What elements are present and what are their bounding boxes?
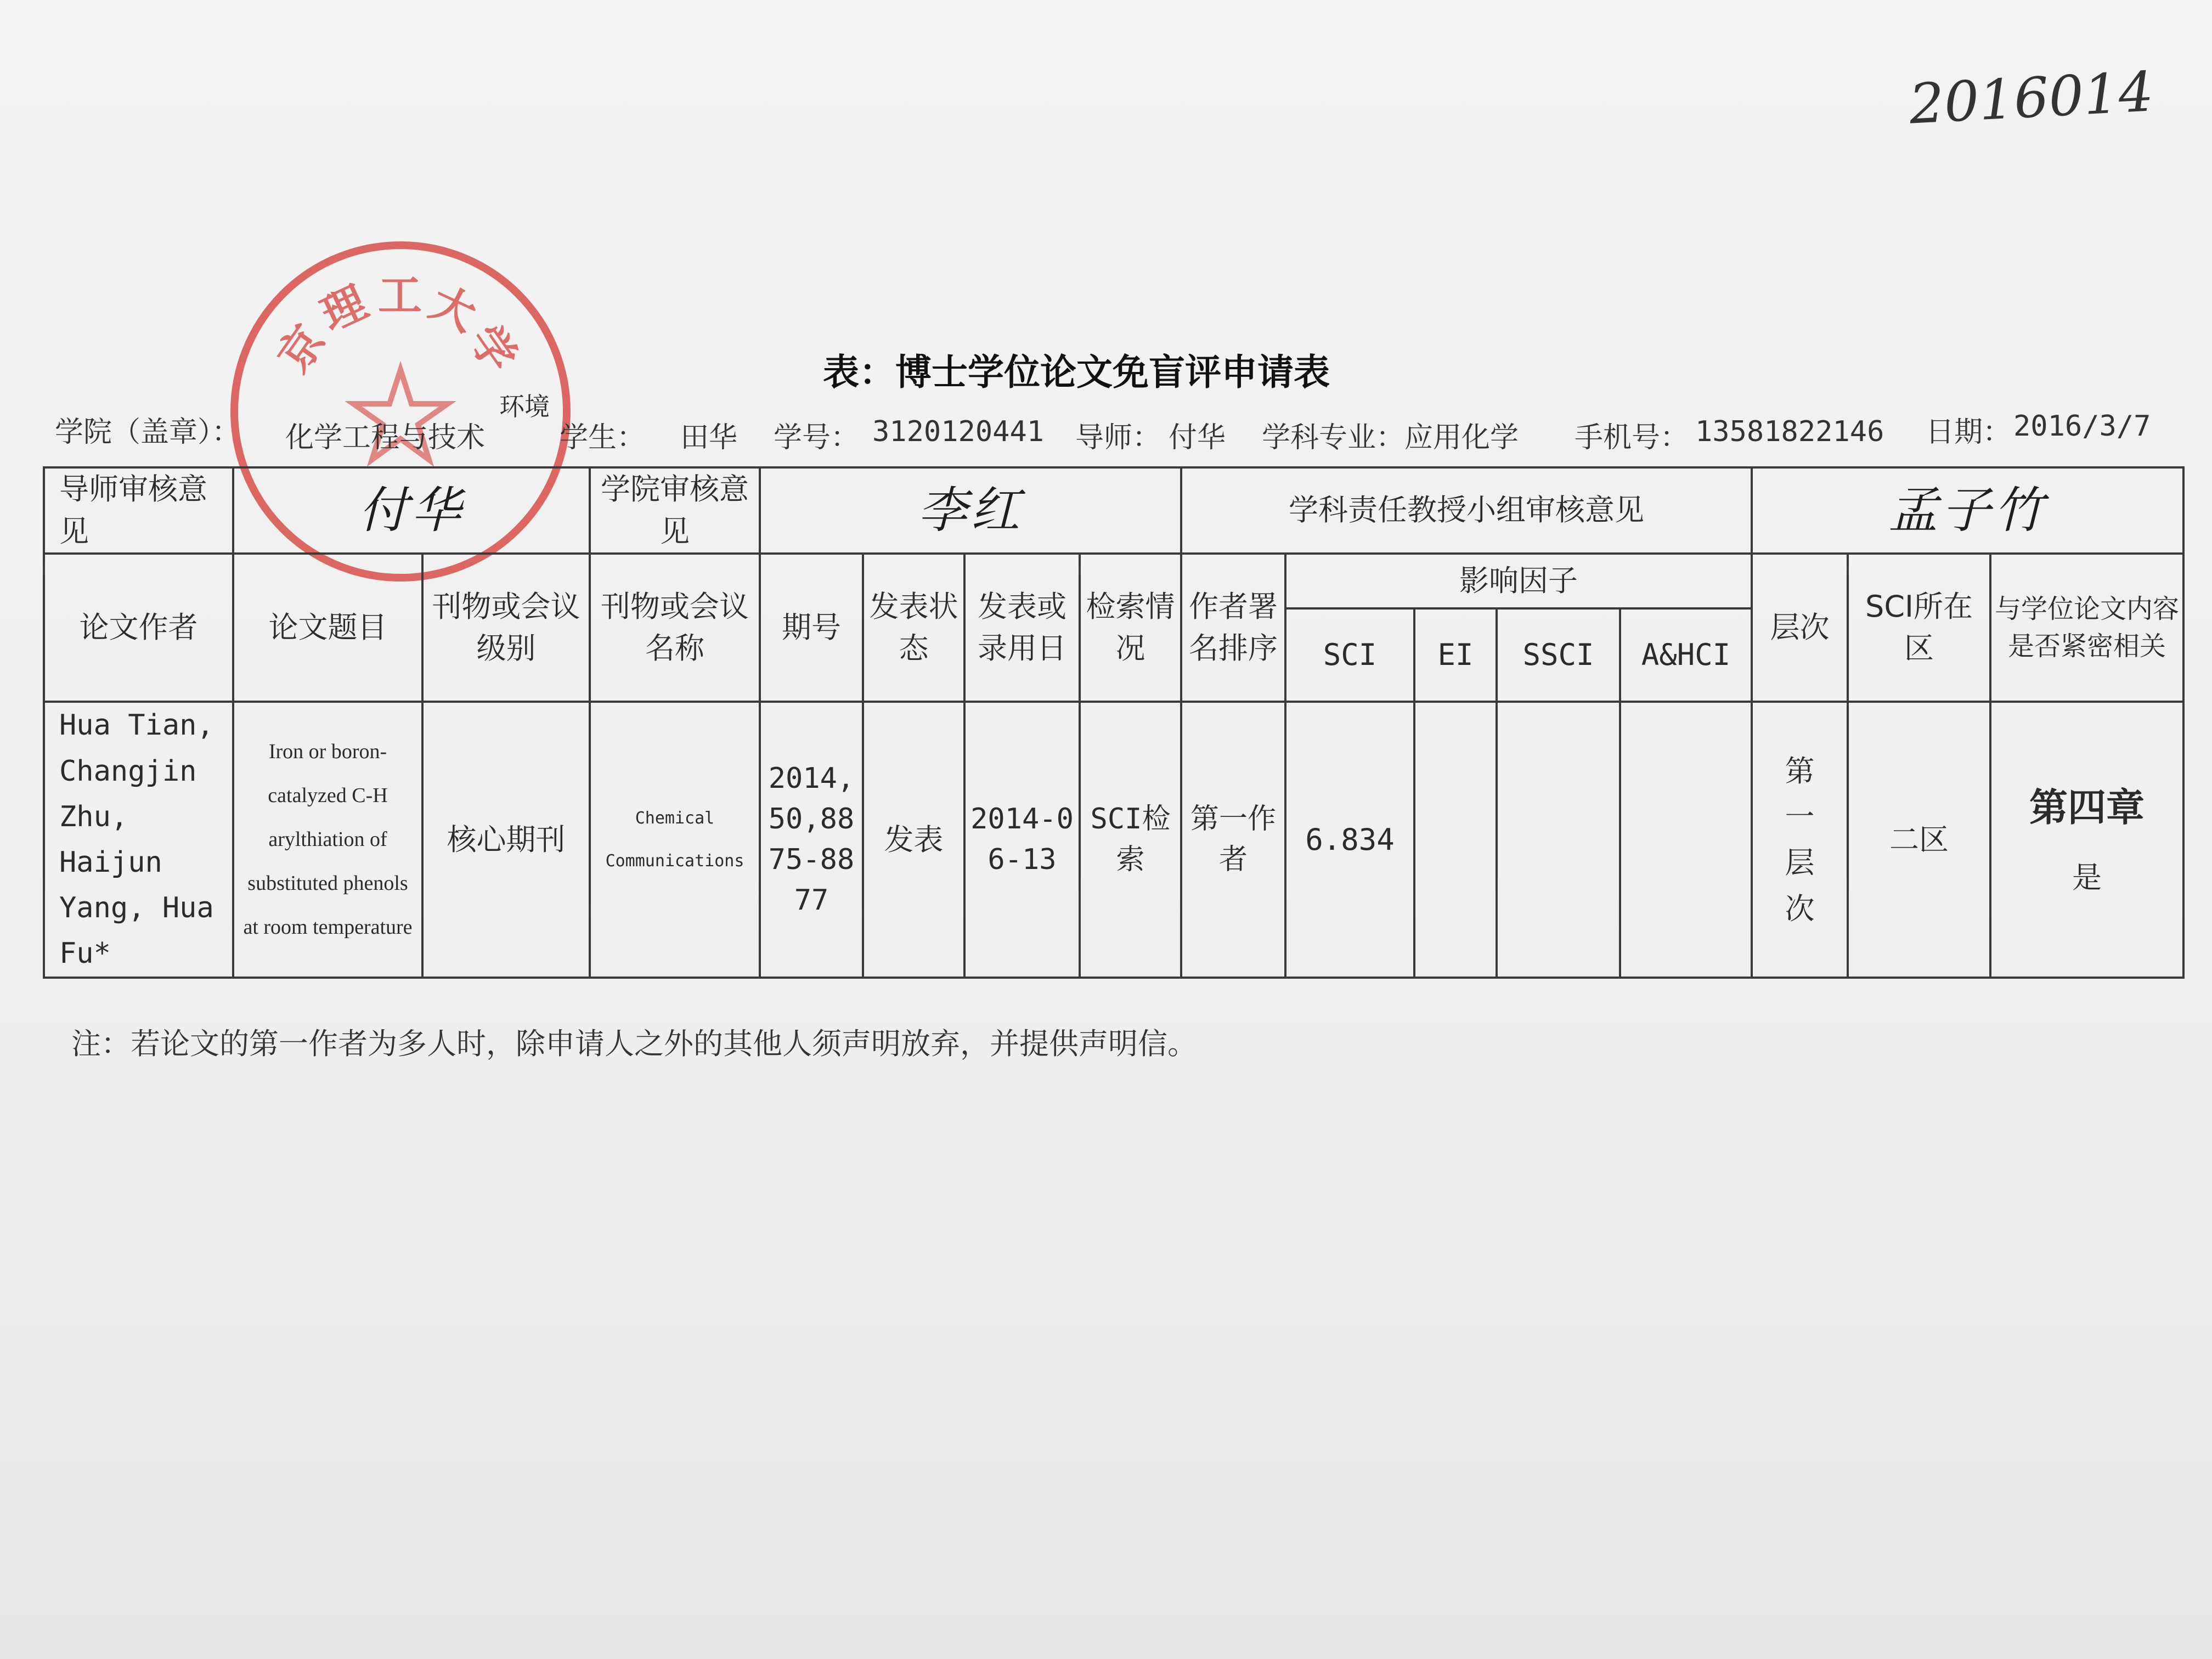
phone-value: 13581822146 [1695,415,1884,448]
advisor-signature: 付华 [359,481,464,539]
col-issue: 期号 [760,554,863,702]
form-header [55,392,2179,458]
college-label: 学院（盖章）： [55,416,241,449]
data-row [44,702,2183,978]
committee-opinion-label: 学科责任教授小组审核意见 [1181,467,1752,554]
student-id-value: 3120120441 [872,415,1045,448]
cell-related-value: 是 [2072,860,2102,895]
cell-level: 核心期刊 [422,702,590,978]
committee-signature: 孟子竹 [1888,481,2047,539]
cell-rank: 第一作者 [1181,702,1285,978]
date-value: 2016/3/7 [2013,410,2151,443]
cell-zone: 二区 [1848,702,1990,978]
student-value: 田华 [680,421,738,454]
college-value: 化学工程与技术 [285,421,486,454]
col-index: 检索情况 [1080,554,1181,702]
col-date: 发表或录用日 [964,554,1080,702]
col-status: 发表状态 [863,554,964,702]
application-table [43,466,2185,979]
form-title: 表：博士学位论文免盲评申请表 [823,351,1330,393]
cell-index: SCI检索 [1080,702,1181,978]
header-row-top [44,554,2183,608]
cell-tier: 第一层次 [1752,702,1848,978]
college-signature: 李红 [918,481,1023,539]
date-label: 日期： [1926,416,2012,449]
cell-date: 2014-06-13 [964,702,1080,978]
college-opinion-label: 学院审核意见 [590,467,760,554]
major-label: 学科专业： [1262,421,1405,454]
col-zone: SCI所在区 [1848,554,1990,702]
major-value: 应用化学 [1404,421,1519,454]
cell-related [1990,702,2183,978]
cell-chapter-note: 第四章 [2029,785,2145,830]
col-level: 刊物或会议级别 [422,554,590,702]
col-ahci: A&HCI [1620,608,1752,702]
document-number: 2016014 [1908,59,2155,137]
review-row [44,467,2183,554]
advisor-opinion-label: 导师审核意见 [44,467,233,554]
cell-ei [1414,702,1497,978]
advisor-label: 导师： [1075,421,1161,454]
cell-ssci [1497,702,1620,978]
col-ei: EI [1414,608,1497,702]
phone-label: 手机号： [1575,421,1689,454]
col-title: 论文题目 [233,554,422,702]
student-label: 学生： [560,421,646,454]
col-related: 与学位论文内容是否紧密相关 [1990,554,2183,702]
footnote: 注：若论文的第一作者为多人时，除申请人之外的其他人须声明放弃，并提供声明信。 [71,1026,1197,1061]
col-tier: 层次 [1752,554,1848,702]
cell-ahci [1620,702,1752,978]
col-author: 论文作者 [44,554,233,702]
committee-signature-cell [1752,467,2183,554]
col-journal: 刊物或会议名称 [590,554,760,702]
advisor-value: 付华 [1169,421,1226,454]
col-sci: SCI [1285,608,1414,702]
cell-status: 发表 [863,702,964,978]
col-ssci: SSCI [1497,608,1620,702]
cell-issue: 2014,50,8875-8877 [760,702,863,978]
student-id-label: 学号： [774,421,860,454]
advisor-signature-cell [233,467,590,554]
col-rank: 作者署名排序 [1181,554,1285,702]
cell-journal: Chemical Communications [590,702,760,978]
college-signature-cell [760,467,1181,554]
college-handwritten-insert: 环境 [499,392,550,421]
cell-sci: 6.834 [1285,702,1414,978]
col-impact: 影响因子 [1285,554,1752,608]
cell-author: Hua Tian, Changjin Zhu, Haijun Yang, Hua Fu* [44,702,233,978]
cell-title: Iron or boron-catalyzed C-H arylthiation of substituted phenols at room temperature [233,702,422,978]
red-seal: 京 理 工 大 学 [230,241,571,582]
